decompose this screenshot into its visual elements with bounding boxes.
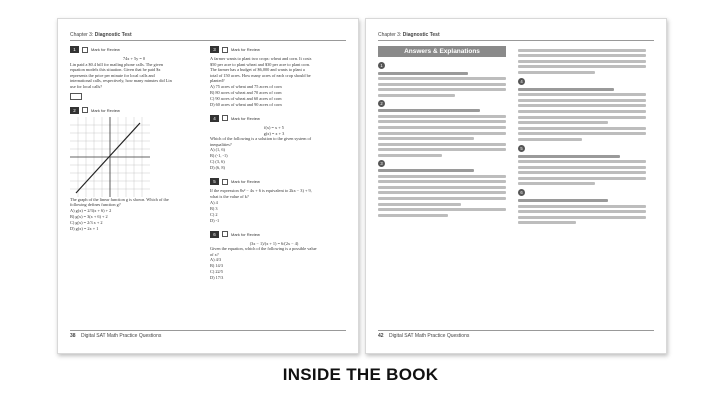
mark-for-review-label: Mark for Review	[91, 47, 120, 52]
question-number: 2	[70, 107, 79, 114]
mark-for-review-label: Mark for Review	[231, 179, 260, 185]
right-column	[210, 46, 338, 329]
checkbox-icon	[222, 115, 228, 121]
left-column	[378, 46, 506, 329]
page-footer	[70, 330, 346, 339]
question-number: 5	[210, 178, 219, 185]
choice-a: A) g(x) = 2/3(x + 6) + 2	[70, 207, 112, 213]
question-text: Given the equation, which of the following is a possible value of x?	[210, 246, 317, 257]
choice-c: C) 90 acres of wheat and 60 acres of corn	[210, 95, 282, 101]
checkbox-icon	[222, 179, 228, 185]
chapter-header: Chapter 3: Diagnostic Test	[70, 32, 346, 41]
choice-d: D) (6, 8)	[210, 165, 225, 171]
checkbox-icon	[82, 47, 88, 53]
choice-a: A) 75 acres of wheat and 75 acres of corn	[210, 83, 282, 89]
answer-choices	[210, 84, 338, 108]
mark-for-review-label: Mark for Review	[91, 107, 120, 113]
choice-d: D) 60 acres of wheat and 90 acres of corn	[210, 101, 282, 107]
question-6	[210, 231, 338, 282]
choice-d: D) g(x) = 2x + 1	[70, 225, 99, 231]
answer-number: 6	[518, 189, 525, 196]
checkbox-icon	[82, 107, 88, 113]
mark-for-review-label: Mark for Review	[231, 231, 260, 237]
equation: f(x) = x + 5	[264, 124, 284, 130]
equation: g(x) = x + 3	[263, 130, 285, 136]
question-1	[70, 46, 198, 100]
checkbox-icon	[222, 47, 228, 53]
page-number: 42	[378, 333, 384, 339]
footer-title: Digital SAT Math Practice Questions	[388, 333, 470, 339]
answer-number: 1	[378, 62, 385, 69]
choice-b: B) 80 acres of wheat and 70 acres of corn	[210, 89, 282, 95]
question-number: 6	[210, 231, 219, 238]
page-footer	[378, 330, 654, 339]
choice-a: A) 4	[210, 199, 218, 205]
answer-number: 2	[378, 100, 385, 107]
choice-c: C) 2	[210, 211, 218, 217]
chapter-header: Chapter 3: Diagnostic Test	[378, 32, 654, 41]
answers-banner: Answers & Explanations	[378, 46, 506, 57]
answer-choices	[210, 257, 338, 281]
left-column	[70, 46, 198, 329]
question-5	[210, 178, 338, 223]
answer-number: 3	[378, 160, 385, 167]
question-text: The graph of the linear function g is shown. Which of the following defines function g?	[70, 196, 169, 208]
question-number: 3	[210, 46, 219, 53]
checkbox-icon	[222, 231, 228, 237]
question-number: 4	[210, 115, 219, 122]
equation: (3x − 1)/(x + 1) = 6/(2x − 4)	[249, 240, 299, 246]
right-book-page	[365, 18, 667, 354]
question-text: If the expression 8x² − 4x + 6 is equivalent to 2kx − 3) + 9, what is the value of k?	[210, 188, 312, 199]
question-4	[210, 115, 338, 171]
equation: 74x + 5y = 0	[122, 56, 146, 61]
choice-c: C) 22/5	[210, 269, 224, 275]
mark-for-review-label: Mark for Review	[231, 115, 260, 121]
inside-the-book-caption: INSIDE THE BOOK	[282, 365, 439, 384]
answer-choices	[210, 200, 338, 224]
choice-d: D) 17/3	[210, 275, 224, 281]
choice-b: B) (-1, -1)	[210, 153, 228, 159]
left-book-page	[57, 18, 359, 354]
answer-input-box	[70, 93, 82, 100]
choice-b: B) 3	[210, 205, 218, 211]
question-text: A farmer wants to plant two crops: wheat and corn. It costs $50 per acre to plant wheat and $30 per acre to plant corn. The farmer has a budget of $6,000 and wants to plant a total of 150 acres. How many acres of each crop should be planted?	[210, 56, 312, 84]
choice-d: D) -1	[210, 217, 220, 223]
answer-number: 5	[518, 145, 525, 152]
footer-title: Digital SAT Math Practice Questions	[80, 333, 162, 339]
question-text: Lin paid a $0.4 bill for mailing phone calls. The given equation models this situation. Given that he paid $x represents the price per minute for local calls and international calls, respectively, how many minutes did Lin use for local calls?	[70, 61, 172, 89]
choice-c: C) g(x) = 2/3 x + 2	[70, 219, 103, 225]
choice-b: B) 14/3	[210, 263, 224, 269]
answer-choices	[70, 208, 198, 232]
question-number: 1	[70, 46, 79, 53]
answer-choices	[210, 147, 338, 171]
question-3	[210, 46, 338, 108]
linear-function-graph	[70, 117, 150, 197]
choice-a: A) 4/3	[210, 257, 222, 263]
mark-for-review-label: Mark for Review	[231, 47, 260, 52]
page-number: 38	[70, 333, 76, 339]
choice-c: C) (3, 6)	[210, 159, 225, 165]
question-text: Which of the following is a solution to the given system of inequalities?	[210, 136, 312, 147]
question-2	[70, 107, 198, 232]
choice-a: A) (1, 6)	[210, 147, 225, 153]
answer-number: 4	[518, 78, 525, 85]
right-column	[518, 46, 646, 329]
choice-b: B) g(x) = 3(x + 6) + 2	[70, 213, 108, 219]
